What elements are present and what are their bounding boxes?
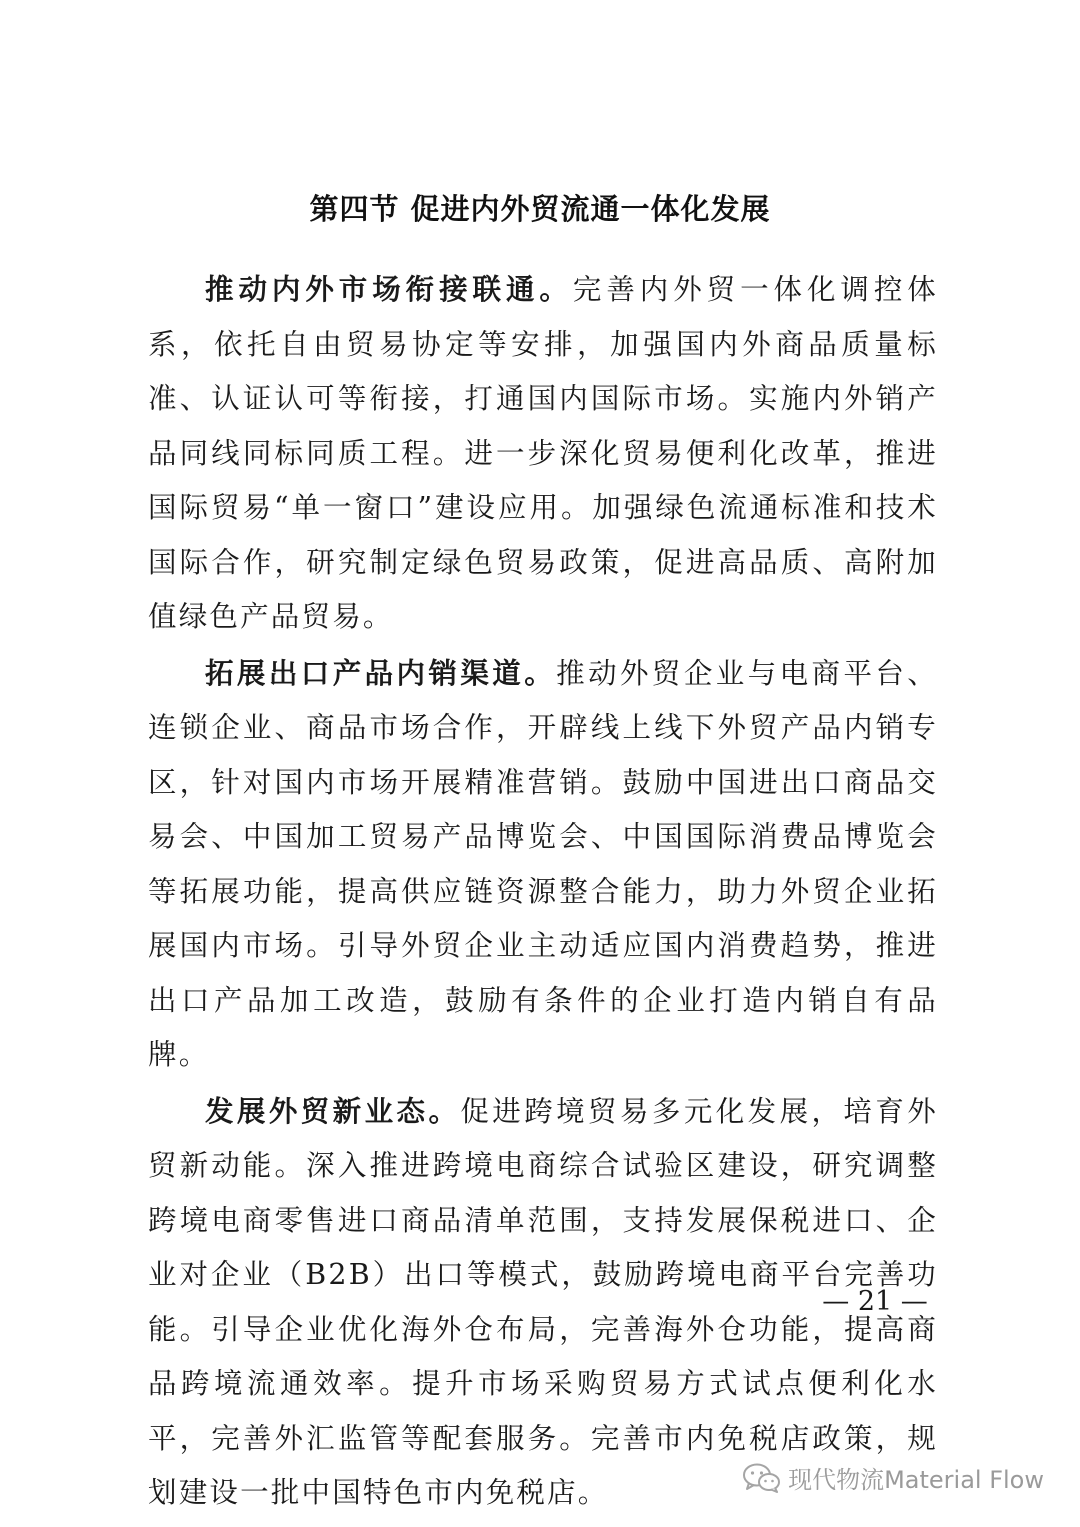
paragraph-market-connection [148,262,938,645]
wechat-icon [742,1463,780,1493]
paragraph-text: 推动外贸企业与电商平台、连锁企业、商品市场合作，开辟线上线下外贸产品内销专区，针对国内市场开展精准营销。鼓励中国进出口商品交易会、中国加工贸易产品博览会、中国国际消费品博览会等拓展功能，提高供应链资源整合能力，助力外贸企业拓展国内市场。引导外贸企业主动适应国内消费趋势，推进出口产品加工改造，鼓励有条件的企业打造内销自有品牌。 [148,656,939,1071]
watermark [742,1460,1044,1495]
page-number: — 21 — [822,1286,928,1317]
watermark-text: 现代物流Material Flow [788,1466,1044,1494]
paragraph-domestic-sales [148,646,938,1083]
paragraph-text: 完善内外贸一体化调控体系，依托自由贸易协定等安排，加强国内外商品质量标准、认证认可等衔接，打通国内国际市场。实施内外销产品同线同标同质工程。进一步深化贸易便利化改革，推进国际贸易“单一窗口”建设应用。加强绿色流通标准和技术国际合作，研究制定绿色贸易政策，促进高品质、高附加值绿色产品贸易。 [148,273,939,633]
section-title: 第四节 促进内外贸流通一体化发展 [309,192,771,226]
body-text [148,262,938,1522]
paragraph-text: 促进跨境贸易多元化发展，培育外贸新动能。深入推进跨境电商综合试验区建设，研究调整跨境电商零售进口商品清单范围，支持发展保税进口、企业对企业（B2B）出口等模式，鼓励跨境电商平台完善功能。引导企业优化海外仓布局，完善海外仓功能，提高商品跨境流通效率。提升市场采购贸易方式试点便利化水平，完善外汇监管等配套服务。完善市内免税店政策，规划建设一批中国特色市内免税店。 [148,1094,938,1509]
paragraph-lead: 拓展出口产品内销渠道。 [205,655,557,690]
paragraph-lead: 推动内外市场衔接联通。 [205,272,573,306]
paragraph-lead: 发展外贸新业态。 [205,1093,461,1128]
